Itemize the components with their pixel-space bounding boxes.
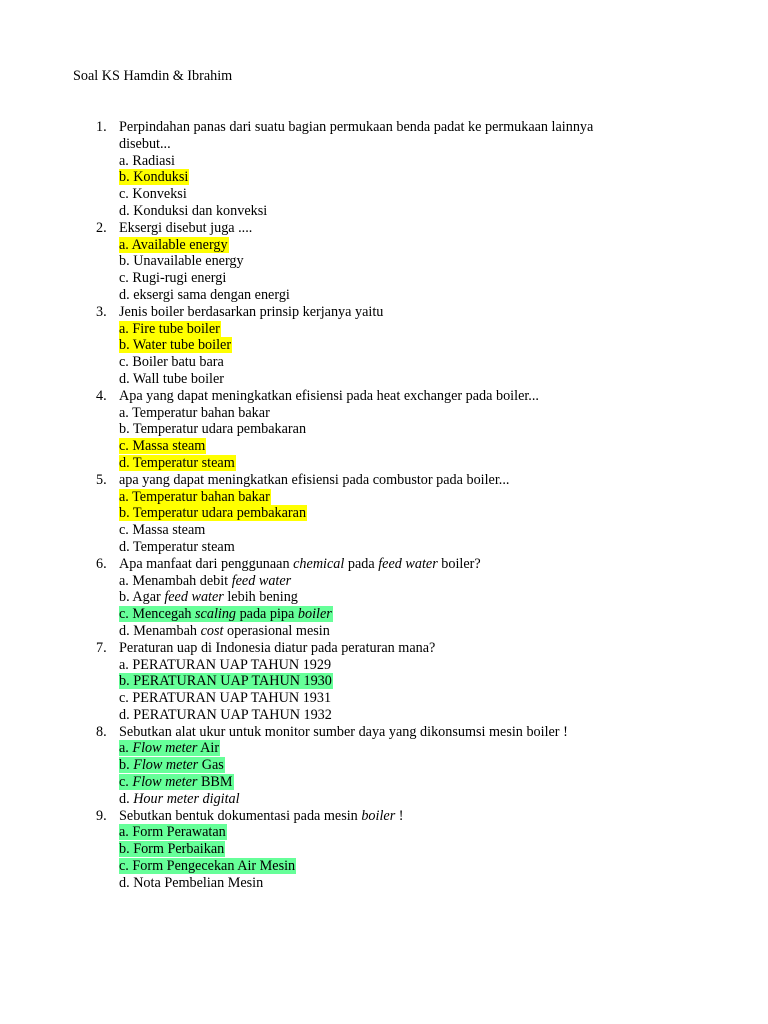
question-text [0, 808, 768, 825]
text-part: Air [197, 740, 220, 757]
text-part: Apa manfaat dari penggunaan [119, 555, 294, 572]
text-part: a. Menambah debit [119, 572, 232, 589]
question-number: 6. [96, 555, 107, 572]
option-d-answer: d. Temperatur steam [119, 454, 235, 471]
text-part: Sebutkan bentuk dokumentasi pada mesin [119, 807, 362, 824]
text-part-italic: scaling [195, 606, 237, 623]
option-a [0, 573, 768, 590]
question-text: Peraturan uap di Indonesia diatur pada peraturan mana? [119, 639, 436, 656]
text-part-italic: feed water [164, 589, 224, 606]
option-a-answer: a. Available energy [119, 236, 228, 253]
option-c: c. PERATURAN UAP TAHUN 1931 [119, 690, 332, 707]
option-d: d. eksergi sama dengan energi [119, 286, 290, 303]
option-c-answer: c. Form Pengecekan Air Mesin [119, 858, 296, 875]
option-b-answer: b. Form Perbaikan [119, 841, 225, 858]
question-3 [0, 304, 768, 388]
text-part: d. [119, 790, 134, 807]
option-c: c. Rugi-rugi energi [119, 270, 227, 287]
option-d [0, 791, 768, 808]
option-a-answer [119, 740, 220, 756]
option-d: d. Konduksi dan konveksi [119, 202, 268, 219]
question-6 [0, 556, 768, 640]
question-number: 8. [96, 723, 107, 740]
text-part: c. [119, 774, 133, 791]
text-part: pada [344, 555, 379, 572]
option-d [0, 623, 768, 640]
question-number: 7. [96, 639, 107, 656]
option-b: b. Unavailable energy [119, 253, 244, 270]
question-text-line-2: disebut... [119, 135, 171, 152]
question-1 [0, 119, 768, 220]
option-b-answer: b. Temperatur udara pembakaran [119, 505, 307, 522]
question-number: 9. [96, 807, 107, 824]
question-text: Jenis boiler berdasarkan prinsip kerjanya yaitu [119, 303, 384, 320]
option-a: a. Radiasi [119, 152, 175, 169]
question-number: 2. [96, 219, 107, 236]
option-b-answer: b. PERATURAN UAP TAHUN 1930 [119, 673, 332, 690]
text-part: operasional mesin [223, 622, 330, 639]
option-d: d. PERATURAN UAP TAHUN 1932 [119, 706, 332, 723]
question-number: 3. [96, 303, 107, 320]
option-a-answer: a. Temperatur bahan bakar [119, 488, 270, 505]
option-d: d. Wall tube boiler [119, 370, 224, 387]
question-number: 4. [96, 387, 107, 404]
option-a: a. PERATURAN UAP TAHUN 1929 [119, 656, 332, 673]
question-list [0, 119, 768, 892]
option-c-answer [119, 606, 333, 622]
question-8 [0, 724, 768, 808]
text-part-italic: feed water [231, 572, 292, 589]
option-b-answer: b. Water tube boiler [119, 337, 232, 354]
text-part: b. [119, 757, 134, 774]
text-part: boiler? [437, 555, 481, 572]
option-b-answer: b. Konduksi [119, 169, 189, 186]
text-part: d. Menambah [119, 622, 201, 639]
text-part-italic: cost [200, 622, 224, 639]
page-title: Soal KS Hamdin & Ibrahim [73, 68, 233, 84]
question-text: Sebutkan alat ukur untuk monitor sumber daya yang dikonsumsi mesin boiler ! [119, 723, 568, 740]
question-number: 5. [96, 471, 107, 488]
question-text: apa yang dapat meningkatkan efisiensi pada combustor pada boiler... [119, 471, 510, 488]
text-part-italic: chemical [293, 555, 345, 572]
text-part: b. Agar [119, 589, 165, 606]
question-5 [0, 472, 768, 556]
text-part: BBM [197, 774, 233, 791]
question-text-line-1: Perpindahan panas dari suatu bagian permukaan benda padat ke permukaan lainnya [119, 119, 594, 135]
option-c: c. Massa steam [119, 522, 206, 539]
text-part-italic: boiler [297, 606, 332, 623]
option-c-answer [119, 774, 234, 790]
option-b-answer [119, 757, 225, 773]
option-a-answer: a. Fire tube boiler [119, 320, 220, 337]
option-a: a. Temperatur bahan bakar [119, 404, 270, 421]
option-d: d. Temperatur steam [119, 538, 235, 555]
text-part: Gas [198, 757, 224, 774]
question-text: Eksergi disebut juga .... [119, 219, 253, 236]
option-c: c. Konveksi [119, 186, 187, 203]
text-part-italic: Flow meter [133, 757, 199, 774]
option-b: b. Temperatur udara pembakaran [119, 421, 307, 438]
option-c-answer: c. Massa steam [119, 438, 206, 455]
text-part-italic: Hour meter digital [133, 790, 240, 807]
question-9 [0, 808, 768, 892]
question-number: 1. [96, 119, 107, 135]
text-part: ! [395, 807, 404, 824]
text-part-italic: Flow meter [132, 774, 198, 791]
text-part-italic: Flow meter [132, 740, 198, 757]
text-part-italic: boiler [361, 807, 396, 824]
question-4 [0, 388, 768, 472]
option-d: d. Nota Pembelian Mesin [119, 874, 264, 891]
text-part: c. Mencegah [119, 606, 196, 623]
text-part: pada pipa [236, 606, 298, 623]
option-c: c. Boiler batu bara [119, 354, 224, 371]
text-part: lebih bening [223, 589, 298, 606]
text-part: a. [119, 740, 133, 757]
text-part-italic: feed water [378, 555, 438, 572]
question-text: Apa yang dapat meningkatkan efisiensi pada heat exchanger pada boiler... [119, 387, 539, 404]
question-7 [0, 640, 768, 724]
option-b [0, 589, 768, 606]
question-text [0, 556, 768, 573]
option-a-answer: a. Form Perawatan [119, 824, 226, 841]
question-2 [0, 220, 768, 304]
